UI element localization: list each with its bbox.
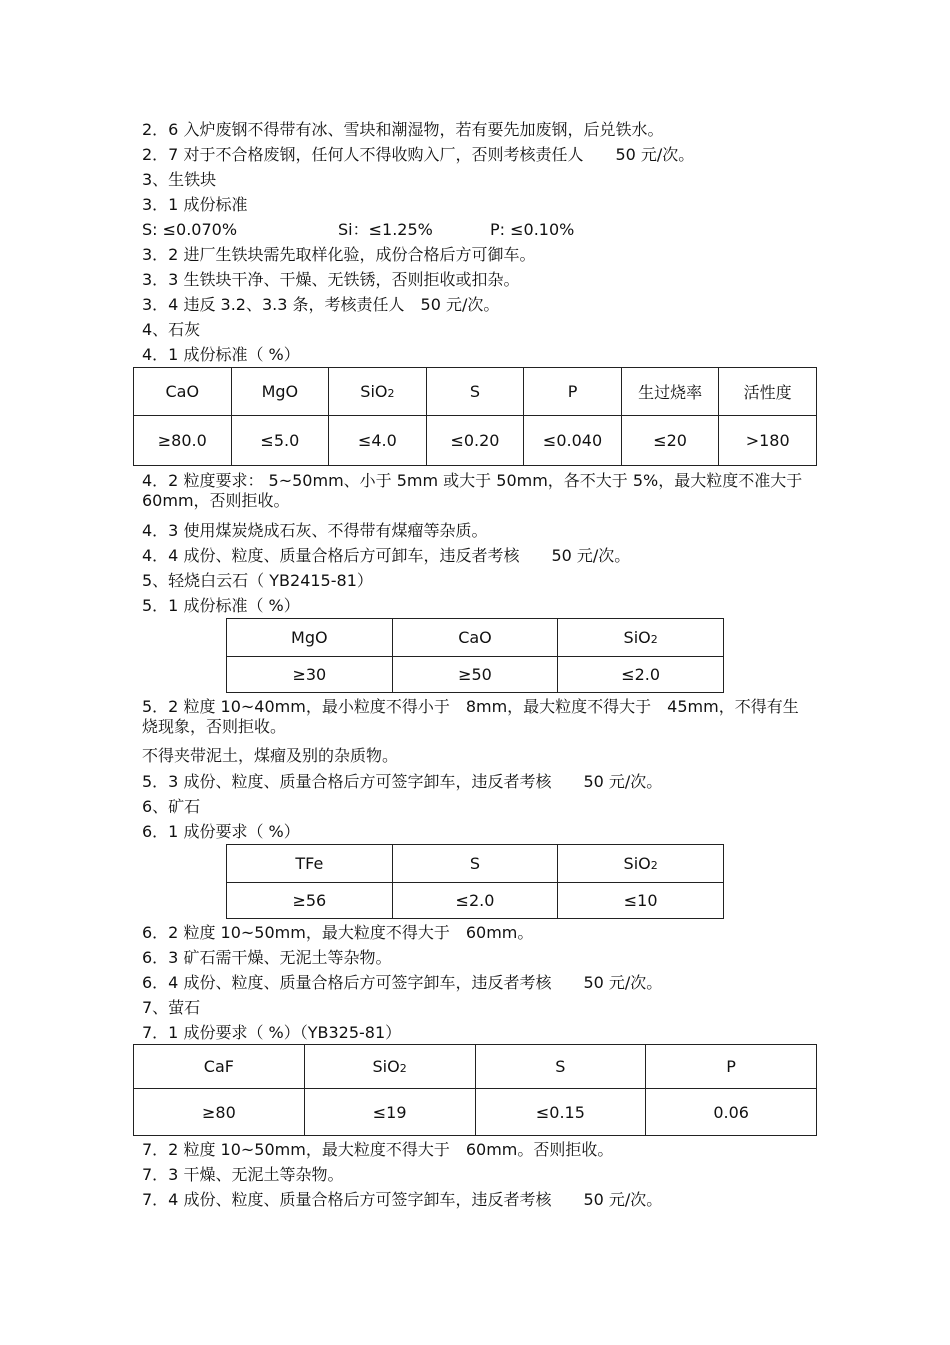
table-header-cell: SiO2 — [304, 1045, 475, 1089]
table-cell: ≤0.040 — [524, 416, 622, 466]
table-header-cell: S — [392, 845, 558, 883]
text-line: 3．4 违反 3.2、3.3 条，考核责任人 50 元/次。 — [142, 295, 500, 314]
text-paragraph: 5．2 粒度 10~40mm，最小粒度不得小于 8mm，最大粒度不得大于 45mm，不得有生烧现象，否则拒收。 — [142, 697, 799, 736]
text-line: 5．3 成份、粒度、质量合格后方可签字卸车，违反者考核 50 元/次。 — [142, 772, 663, 791]
table-header-cell: S — [426, 368, 524, 416]
text-line: 3．3 生铁块干净、干燥、无铁锈，否则拒收或扣杂。 — [142, 270, 520, 289]
text-line: 6．3 矿石需干燥、无泥土等杂物。 — [142, 948, 392, 967]
table-cell: ≥50 — [392, 657, 558, 693]
table-cell: 0.06 — [646, 1089, 817, 1136]
table-header-cell: SiO2 — [558, 845, 724, 883]
text-line: 3．2 进厂生铁块需先取样化验，成份合格后方可御车。 — [142, 245, 536, 264]
text-line: P: ≤0.10% — [490, 220, 575, 239]
table-cell: ≤20 — [621, 416, 719, 466]
table-header-cell: MgO — [231, 368, 329, 416]
table-header-cell: MgO — [227, 619, 393, 657]
fluorite-composition-table — [133, 1044, 817, 1136]
section-heading: 4、石灰 — [142, 320, 201, 339]
table-header-cell: 生过烧率 — [621, 368, 719, 416]
text-line: 4．4 成份、粒度、质量合格后方可卸车，违反者考核 50 元/次。 — [142, 546, 631, 565]
text-line: S: ≤0.070% — [142, 220, 238, 239]
table-header-cell: SiO2 — [329, 368, 427, 416]
text-line: 6．1 成份要求（ %） — [142, 822, 300, 841]
table-cell: ≤0.20 — [426, 416, 524, 466]
section-heading: 5、轻烧白云石（ YB2415-81） — [142, 571, 373, 590]
table-cell: ≥30 — [227, 657, 393, 693]
table-cell: ≤2.0 — [558, 657, 724, 693]
table-header-cell: SiO2 — [558, 619, 724, 657]
table-cell: >180 — [719, 416, 817, 466]
table-header-row — [227, 619, 724, 657]
text-line: 不得夹带泥土，煤瘤及别的杂质物。 — [142, 746, 399, 765]
table-header-row — [134, 1045, 817, 1089]
table-header-cell: CaF — [134, 1045, 305, 1089]
table-cell: ≤5.0 — [231, 416, 329, 466]
table-header-cell: P — [524, 368, 622, 416]
table-cell: ≤10 — [558, 883, 724, 919]
text-line: 4．1 成份标准（ %） — [142, 345, 300, 364]
text-line: Si：≤1.25% — [338, 220, 433, 239]
table-header-cell: CaO — [392, 619, 558, 657]
table-cell: ≥56 — [227, 883, 393, 919]
table-cell: ≤19 — [304, 1089, 475, 1136]
table-row — [227, 657, 724, 693]
table-row — [134, 416, 817, 466]
text-line: 2．7 对于不合格废钢，任何人不得收购入厂，否则考核责任人 50 元/次。 — [142, 145, 695, 164]
table-row — [227, 883, 724, 919]
table-header-cell: 活性度 — [719, 368, 817, 416]
table-cell: ≤0.15 — [475, 1089, 646, 1136]
text-paragraph: 4．2 粒度要求： 5~50mm、小于 5mm 或大于 50mm，各不大于 5%，最大粒度不准大于 60mm，否则拒收。 — [142, 471, 803, 510]
table-cell: ≥80.0 — [134, 416, 232, 466]
lime-composition-table — [133, 367, 817, 466]
table-header-row — [134, 368, 817, 416]
table-header-row — [227, 845, 724, 883]
text-line: 5．1 成份标准（ %） — [142, 596, 300, 615]
section-heading: 3、生铁块 — [142, 170, 217, 189]
table-cell: ≤4.0 — [329, 416, 427, 466]
text-line: 7．3 干燥、无泥土等杂物。 — [142, 1165, 344, 1184]
text-line: 6．2 粒度 10~50mm，最大粒度不得大于 60mm。 — [142, 923, 534, 942]
text-line: 4．3 使用煤炭烧成石灰、不得带有煤瘤等杂质。 — [142, 521, 488, 540]
table-header-cell: TFe — [227, 845, 393, 883]
table-header-cell: CaO — [134, 368, 232, 416]
text-line: 3．1 成份标准 — [142, 195, 248, 214]
text-line: 6．4 成份、粒度、质量合格后方可签字卸车，违反者考核 50 元/次。 — [142, 973, 663, 992]
table-header-cell: P — [646, 1045, 817, 1089]
table-cell: ≥80 — [134, 1089, 305, 1136]
text-line: 2．6 入炉废钢不得带有冰、雪块和潮湿物，若有要先加废钢，后兑铁水。 — [142, 120, 664, 139]
table-row — [134, 1089, 817, 1136]
table-header-cell: S — [475, 1045, 646, 1089]
dolomite-composition-table — [226, 618, 724, 693]
table-cell: ≤2.0 — [392, 883, 558, 919]
ore-composition-table — [226, 844, 724, 919]
section-heading: 6、矿石 — [142, 797, 201, 816]
section-heading: 7、萤石 — [142, 998, 201, 1017]
text-line: 7．2 粒度 10~50mm，最大粒度不得大于 60mm。否则拒收。 — [142, 1140, 614, 1159]
text-line: 7．1 成份要求（ %）（YB325-81） — [142, 1023, 402, 1042]
text-line: 7．4 成份、粒度、质量合格后方可签字卸车，违反者考核 50 元/次。 — [142, 1190, 663, 1209]
